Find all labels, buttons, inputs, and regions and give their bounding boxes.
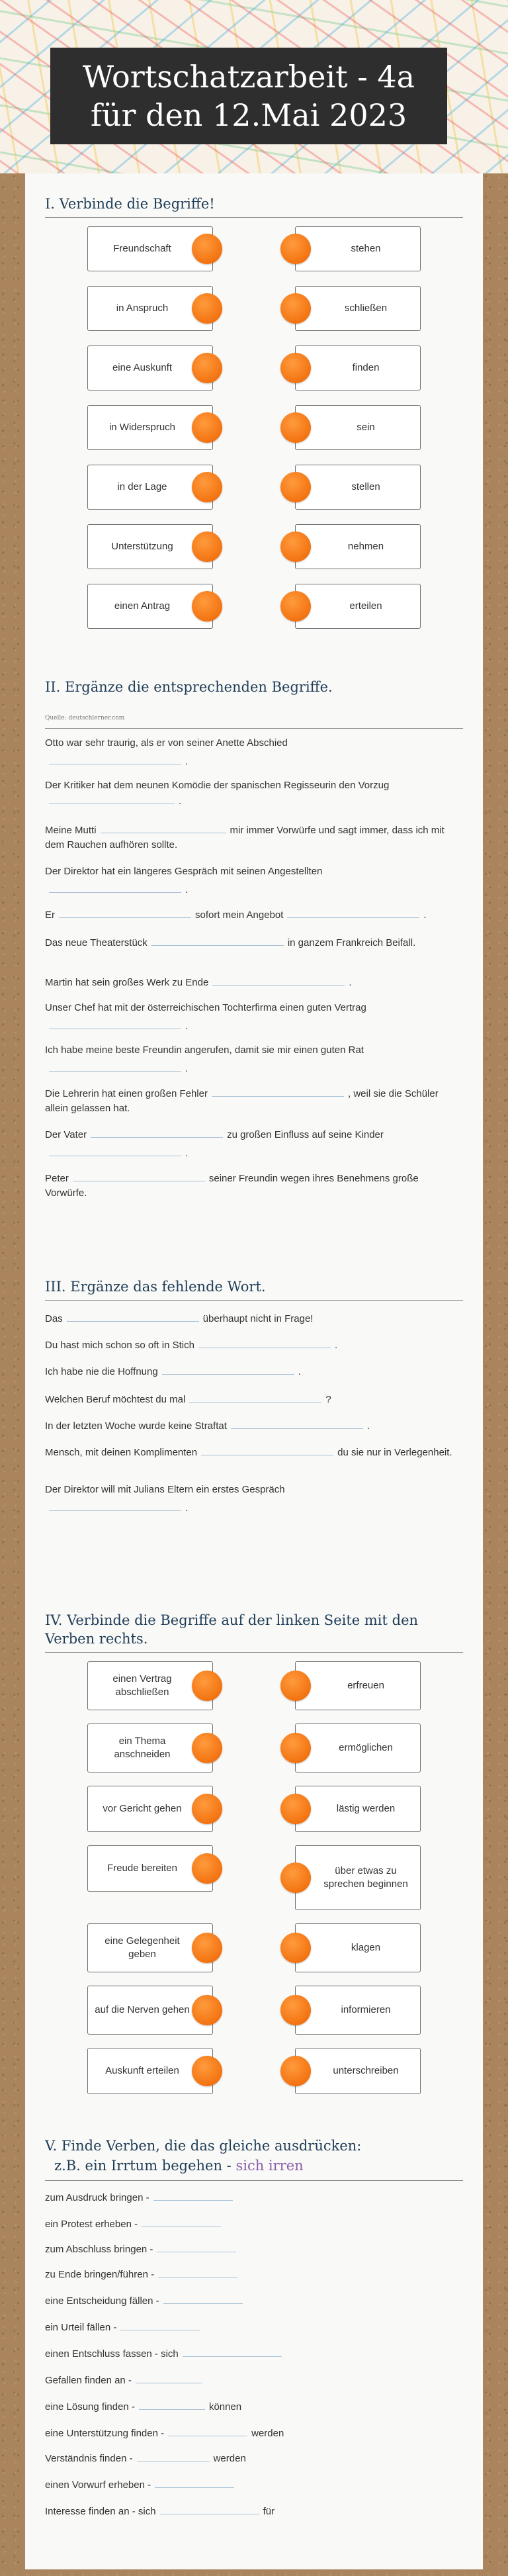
exercise-sentence: eine Unterstützung finden - werden [45,2425,463,2441]
answer-blank[interactable] [212,1085,344,1097]
exercise-sentence: Er sofort mein Angebot . [45,907,463,923]
section-4-title: IV. Verbinde die Begriffe auf der linken Seite mit den Verben rechts. [45,1611,463,1653]
exercise-sentence: einen Entschluss fassen - sich [45,2346,463,2362]
answer-blank[interactable] [49,882,181,893]
connector-dot[interactable] [280,1863,311,1893]
match-left-item[interactable]: Auskunft erteilen [87,2048,213,2094]
answer-blank[interactable] [49,1018,181,1029]
connector-dot[interactable] [192,1671,222,1701]
section-2-title: II. Ergänze die entsprechenden Begriffe. [45,679,333,695]
answer-blank[interactable] [163,2293,243,2304]
header-banner [0,0,508,173]
exercise-sentence: Du hast mich schon so oft in Stich . [45,1337,463,1353]
exercise-sentence: Mensch, mit deinen Komplimenten du sie nur in Verlegenheit. [45,1444,463,1460]
exercise-sentence: Gefallen finden an - [45,2372,463,2388]
match-right-item[interactable]: schließen [295,286,421,331]
answer-blank[interactable] [67,1311,199,1322]
exercise-sentence: eine Lösung finden - können [45,2399,463,2415]
answer-blank[interactable] [139,2399,205,2410]
exercise-sentence: zum Ausdruck bringen - [45,2189,463,2205]
match-right-item[interactable]: klagen [295,1923,421,1972]
section-2-divider [45,728,463,729]
match-left-item[interactable]: auf die Nerven gehen [87,1986,213,2035]
exercise-sentence: Otto war sehr traurig, als er von seiner Anette Abschied . [45,737,288,767]
answer-blank[interactable] [137,2450,210,2461]
page-title [50,48,447,144]
exercise-sentence: Der Direktor hat ein längeres Gespräch mit seinen Angestellten . [45,866,323,896]
connector-dot[interactable] [280,353,311,383]
match-right-item[interactable]: ermöglichen [295,1724,421,1772]
answer-blank[interactable] [151,935,284,946]
connector-dot[interactable] [280,1995,311,2025]
connector-dot[interactable] [192,293,222,324]
match-left-item[interactable]: Freundschaft [87,226,213,271]
exercise-sentence: Unser Chef hat mit der österreichischen Tochterfirma einen guten Vertrag . [45,1002,366,1032]
exercise-sentence: Welchen Beruf möchtest du mal ? [45,1391,463,1407]
exercise-sentence: Ich habe meine beste Freundin angerufen, damit sie mir einen guten Rat . [45,1044,364,1074]
match-left-item[interactable]: in Anspruch [87,286,213,331]
page-title-line-2: für den 12.Mai 2023 [90,97,407,133]
exercise-sentence: ein Urteil fällen - [45,2319,463,2335]
answer-blank[interactable] [231,1418,363,1429]
source-note: Quelle: deutschlerner.com [45,715,125,721]
section-5-example: z.B. ein Irrtum begehen - sich irren [54,2158,304,2174]
connector-dot[interactable] [280,531,311,562]
connector-dot[interactable] [280,234,311,264]
exercise-sentence: In der letzten Woche wurde keine Straftat . [45,1418,463,1434]
answer-blank[interactable] [49,1145,181,1156]
exercise-sentence: Peter seiner Freundin wegen ihres Benehmens große Vorwürfe. [45,1170,463,1201]
exercise-sentence: Der Kritiker hat dem neunen Komödie der spanischen Regisseurin den Vorzug. [45,780,390,807]
connector-dot[interactable] [280,412,311,443]
connector-dot[interactable] [192,1853,222,1884]
connector-dot[interactable] [192,472,222,502]
connector-dot[interactable] [280,2056,311,2086]
match-right-item[interactable]: lästig werden [295,1786,421,1832]
match-left-item[interactable]: Unterstützung [87,524,213,569]
exercise-sentence: Das neue Theaterstück in ganzem Frankreich Beifall. [45,935,463,950]
answer-blank[interactable] [120,2319,200,2330]
section-5-divider [45,2180,463,2181]
connector-dot[interactable] [192,412,222,443]
connector-dot[interactable] [280,1671,311,1701]
answer-blank[interactable] [142,2216,221,2227]
answer-blank[interactable] [136,2372,202,2383]
section-1-title: I. Verbinde die Begriffe! [45,195,463,218]
exercise-sentence: Der Direktor will mit Julians Eltern ein erstes Gespräch . [45,1484,285,1514]
answer-blank[interactable] [212,974,345,986]
answer-blank[interactable] [73,1170,205,1181]
exercise-sentence: zu Ende bringen/führen - [45,2266,463,2282]
answer-blank[interactable] [160,2503,259,2514]
match-left-item[interactable]: eine Gelegenheit geben [87,1923,213,1972]
answer-blank[interactable] [91,1127,223,1138]
match-right-item[interactable]: erteilen [295,584,421,629]
connector-dot[interactable] [280,591,311,621]
match-left-item[interactable]: vor Gericht gehen [87,1786,213,1832]
match-left-item[interactable]: einen Antrag [87,584,213,629]
answer-blank[interactable] [183,2346,282,2357]
exercise-sentence: Martin hat sein großes Werk zu Ende . [45,974,463,990]
connector-dot[interactable] [192,2056,222,2086]
answer-blank[interactable] [101,822,226,833]
exercise-sentence: eine Entscheidung fällen - [45,2293,463,2309]
connector-dot[interactable] [192,1733,222,1763]
answer-blank[interactable] [158,2266,237,2277]
connector-dot[interactable] [192,353,222,383]
answer-blank[interactable] [49,753,181,764]
connector-dot[interactable] [192,234,222,264]
match-left-item[interactable]: in der Lage [87,465,213,510]
connector-dot[interactable] [192,1794,222,1824]
connector-dot[interactable] [280,1933,311,1963]
match-right-item[interactable]: über etwas zu sprechen beginnen [295,1845,421,1910]
section-5-title: V. Finde Verben, die das gleiche ausdrücken: [45,2138,362,2154]
match-right-item[interactable]: informieren [295,1986,421,2035]
exercise-sentence: Verständnis finden - werden [45,2450,463,2466]
connector-dot[interactable] [192,1995,222,2025]
answer-blank[interactable] [49,1500,181,1511]
connector-dot[interactable] [192,531,222,562]
exercise-sentence: Meine Mutti mir immer Vorwürfe und sagt immer, dass ich mit dem Rauchen aufhören sollte. [45,822,463,852]
answer-blank[interactable] [157,2241,236,2252]
match-right-item[interactable]: sein [295,405,421,450]
match-right-item[interactable]: nehmen [295,524,421,569]
exercise-sentence: zum Abschluss bringen - [45,2241,463,2257]
connector-dot[interactable] [280,472,311,502]
connector-dot[interactable] [192,591,222,621]
match-left-item[interactable]: in Widerspruch [87,405,213,450]
connector-dot[interactable] [280,1794,311,1824]
exercise-sentence: einen Vorwurf erheben - [45,2477,463,2493]
answer-blank[interactable] [168,2425,247,2436]
exercise-sentence: Ich habe nie die Hoffnung . [45,1363,463,1379]
match-left-item[interactable]: einen Vertrag abschließen [87,1661,213,1710]
connector-dot[interactable] [192,1933,222,1963]
answer-blank[interactable] [189,1391,321,1403]
answer-blank[interactable] [201,1444,333,1455]
match-left-item[interactable]: Freude bereiten [87,1845,213,1892]
match-right-item[interactable]: finden [295,345,421,391]
match-right-item[interactable]: erfreuen [295,1661,421,1710]
match-left-item[interactable]: ein Thema anschneiden [87,1724,213,1772]
exercise-sentence: Interesse finden an - sich für [45,2503,463,2519]
exercise-sentence: Der Vater zu großen Einfluss auf seine Kinder . [45,1127,463,1161]
answer-blank[interactable] [153,2189,233,2201]
answer-blank[interactable] [49,793,175,804]
exercise-sentence: Die Lehrerin hat einen großen Fehler , weil sie die Schüler allein gelassen hat. [45,1085,463,1116]
connector-dot[interactable] [280,1733,311,1763]
match-right-item[interactable]: stehen [295,226,421,271]
exercise-sentence: ein Protest erheben - [45,2216,463,2232]
answer-blank[interactable] [162,1363,294,1375]
section-3-title: III. Ergänze das fehlende Wort. [45,1277,463,1301]
answer-blank[interactable] [155,2477,234,2488]
answer-blank[interactable] [59,907,191,918]
worksheet-card [25,173,483,2569]
page-title-line-1: Wortschatzarbeit - 4a [82,59,415,95]
match-right-item[interactable]: stellen [295,465,421,510]
match-right-item[interactable]: unterschreiben [295,2048,421,2094]
exercise-sentence: Das überhaupt nicht in Frage! [45,1311,463,1326]
match-left-item[interactable]: eine Auskunft [87,345,213,391]
connector-dot[interactable] [280,293,311,324]
answer-blank[interactable] [198,1337,331,1348]
answer-blank[interactable] [287,907,419,918]
answer-blank[interactable] [49,1060,181,1072]
